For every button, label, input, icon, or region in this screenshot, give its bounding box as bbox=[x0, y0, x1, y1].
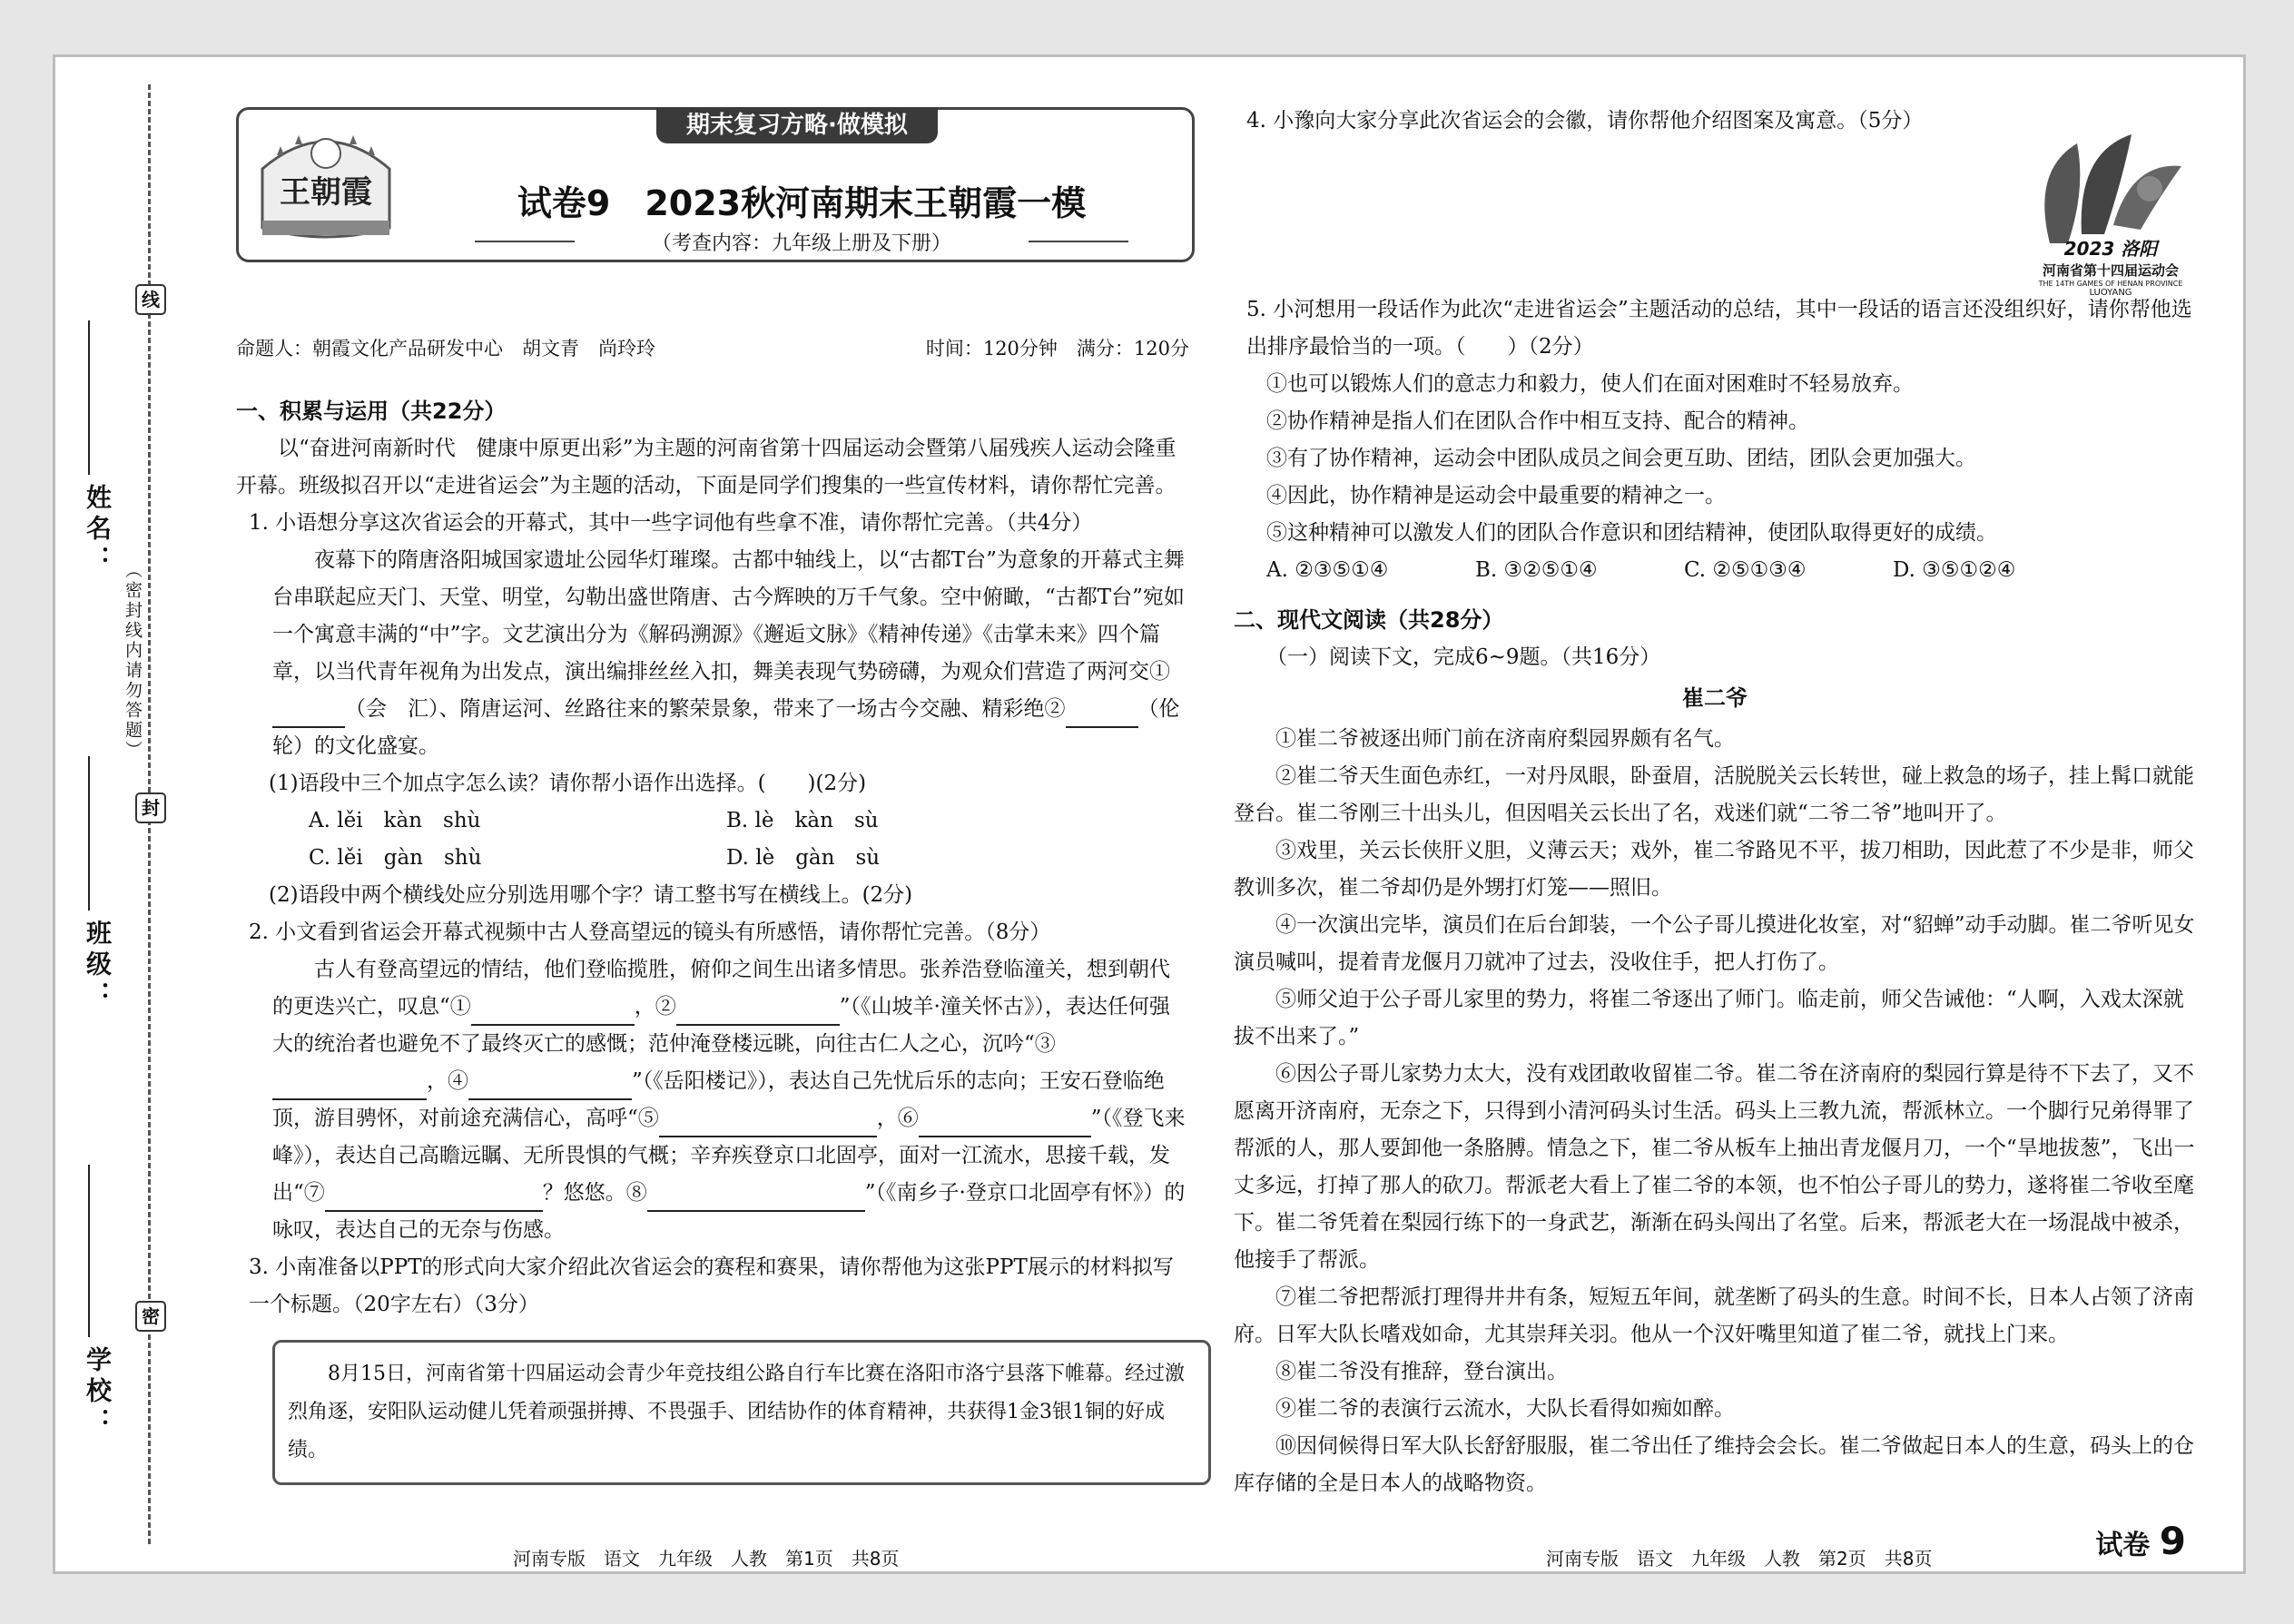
section-1-intro: 以“奋进河南新时代 健康中原更出彩”为主题的河南省第十四届运动会暨第八届残疾人运动会隆重开幕。班级拟召开以“走进省运会”为主题的活动，下面是同学们搜集的一些宣传材料，请你帮忙完善。 bbox=[236, 437, 1177, 497]
right-footer: 河南专版 语文 九年级 人教 第2页 共8页 bbox=[1546, 1548, 1933, 1570]
q1-option-b[interactable]: B. lè kàn sù bbox=[726, 809, 879, 832]
q1-passage: 夜幕下的隋唐洛阳城国家遗址公园华灯璀璨。古都中轴线上，以“古都T台”为意象的开幕式主舞台串联起应天门、天堂、明堂，勾勒出盛世隋唐、古今辉映的万千气象。空中俯瞰，“古都T台”宛如一个寓意丰满的“中”字。文艺演出分为《解码溯源》《邂逅文脉》《精神传递》《击掌未来》四个篇章，以当代青年视角为出发点，演出编排丝丝入扣，舞美表现气势磅礴，为观众们营造了两河交①（会 汇）、隋唐运河、丝路往来的繁荣景象，带来了一场古今交融、精彩绝② （伦 轮）的文化盛宴。 bbox=[272, 548, 1201, 758]
q2-blank-4[interactable] bbox=[468, 1075, 632, 1100]
right-content-top bbox=[1234, 103, 1978, 140]
left-content bbox=[236, 393, 1201, 1485]
q1-blank-1[interactable] bbox=[272, 703, 345, 728]
q1-option-a[interactable]: A. lěi kàn shù bbox=[309, 809, 481, 832]
q1-options-row-2 bbox=[236, 840, 1189, 877]
question-3: 3. 小南准备以PPT的形式向大家介绍此次省运会的赛程和赛果，请你帮他为这张PPT展示的材料拟写一个标题。（20字左右）（3分） bbox=[249, 1255, 1174, 1316]
story-paragraph: ⑧崔二爷没有推辞，登台演出。 bbox=[1275, 1360, 1568, 1383]
question-5: 5. 小河想用一段话作为此次“走进省运会”主题活动的总结，其中一段话的语言还没组织好，请你帮他选出排序最恰当的一项。（ ）（2分） bbox=[1246, 298, 2192, 359]
section-2-sub-1: （一）阅读下文，完成6~9题。（共16分） bbox=[1266, 645, 1661, 669]
exam-header bbox=[236, 107, 1195, 262]
q2-blank-2[interactable] bbox=[676, 1000, 840, 1026]
story-paragraph: ④一次演出完毕，演员们在后台卸装，一个公子哥儿摸进化妆室，对“貂蝉”动手动脚。崔二爷听见女演员喊叫，提着青龙偃月刀就冲了过去，没收住手，把人打伤了。 bbox=[1234, 913, 2195, 974]
story-paragraph: ⑨崔二爷的表演行云流水，大队长看得如痴如醉。 bbox=[1275, 1397, 1735, 1421]
right-page bbox=[1219, 57, 2222, 1571]
q2-blank-6[interactable] bbox=[919, 1112, 1091, 1137]
q1-part-2: (2)语段中两个横线处应分别选用哪个字？请工整书写在横线上。(2分) bbox=[269, 883, 913, 907]
q5-option-d[interactable]: D. ③⑤①②④ bbox=[1893, 558, 2016, 582]
logo-text: 王朝霞 bbox=[280, 174, 372, 211]
q5-item-2: ②协作精神是指人们在团队合作中相互支持、配合的精神。 bbox=[1266, 409, 1809, 433]
emblem-name: 河南省第十四届运动会 bbox=[2042, 262, 2179, 279]
name-line bbox=[88, 320, 90, 475]
name-label: 姓名： bbox=[83, 484, 113, 576]
exam-subtitle: （考查内容：九年级上册及下册） bbox=[575, 228, 1029, 256]
q1-options-row-1 bbox=[236, 802, 1189, 840]
exam-sheet bbox=[53, 54, 2246, 1574]
q5-item-1: ①也可以锻炼人们的意志力和毅力，使人们在面对困难时不轻易放弃。 bbox=[1266, 372, 1914, 396]
q1-part-1: (1)语段中三个加点字怎么读？请你帮小语作出选择。( )(2分) bbox=[269, 772, 867, 795]
paper-badge: 试卷 9 bbox=[2095, 1519, 2186, 1563]
q5-option-c[interactable]: C. ②⑤①③④ bbox=[1684, 558, 1807, 582]
q1-option-c[interactable]: C. lěi gàn shù bbox=[309, 846, 482, 870]
q2-passage: 古人有登高望远的情结，他们登临揽胜，俯仰之间生出诸多情思。张养浩登临潼关，想到朝代的更迭兴亡，叹息“① ，② ”（《山坡羊·潼关怀古》），表达任何强大的统治者也避免不了最终灭亡的感慨；范仲淹登楼远眺，向往古仁人之心，沉吟“③，④ ”（《岳阳楼记》），表达自己先忧后乐的志向；王安石登临绝顶，游目骋怀，对前途充满信心，高呼“⑤ ，⑥ ”（《登飞来峰》），表达自己高瞻远瞩、无所畏惧的气概；辛弃疾登京口北固亭，面对一江流水，思接千载，发出“⑦ ？悠悠。⑧ ”（《南乡子·登京口北固亭有怀》）的咏叹，表达自己的无奈与伤感。 bbox=[272, 958, 1186, 1242]
binding-margin bbox=[55, 57, 173, 1571]
emblem-city: LUOYANG bbox=[2089, 288, 2132, 298]
seal-mark-feng: 封 bbox=[135, 792, 166, 823]
q2-blank-3[interactable] bbox=[272, 1075, 427, 1100]
q5-option-a[interactable]: A. ②③⑤①④ bbox=[1266, 558, 1389, 582]
story-paragraph: ⑤师父迫于公子哥儿家里的势力，将崔二爷逐出了师门。临走前，师父告诫他：“人啊，入戏太深就拔不出来了。” bbox=[1234, 988, 2184, 1048]
q5-item-5: ⑤这种精神可以激发人们的团队合作意识和团结精神，使团队取得更好的成绩。 bbox=[1266, 521, 1997, 545]
school-line bbox=[88, 1165, 90, 1337]
seal-mark-mi: 密 bbox=[135, 1301, 166, 1332]
question-2: 2. 小文看到省运会开幕式视频中古人登高望远的镜头有所感悟，请你帮忙完善。（8分） bbox=[249, 920, 1051, 944]
seal-note: （密封线内请勿答题） bbox=[123, 561, 143, 761]
q2-blank-7[interactable] bbox=[325, 1186, 543, 1212]
question-4: 4. 小豫向大家分享此次省运会的会徽，请你帮他介绍图案及寓意。（5分） bbox=[1246, 109, 1924, 133]
time-score: 时间：120分钟 满分：120分 bbox=[925, 338, 1189, 359]
story-paragraph: ⑥因公子哥儿家势力太大，没有戏团敢收留崔二爷。崔二爷在济南府的梨园行算是待不下去了，又不愿离开济南府，无奈之下，只得到小清河码头讨生活。码头上三教九流，帮派林立。一个脚行兄弟得罪了帮派的人，那人要卸他一条胳膊。情急之下，崔二爷从板车上抽出青龙偃月刀，一个“旱地拔葱”，飞出一丈多远，打掉了那人的砍刀。帮派老大看上了崔二爷的本领，也不怕公子哥儿的势力，遂将崔二爷收至麾下。崔二爷凭着在梨园行练下的一身武艺，渐渐在码头闯出了名堂。后来，帮派老大在一场混战中被杀，他接手了帮派。 bbox=[1234, 1062, 2195, 1272]
exam-meta bbox=[236, 334, 1189, 365]
section-1-title: 一、积累与运用（共22分） bbox=[236, 399, 507, 424]
story-paragraph: ⑩因伺候得日军大队长舒舒服服，崔二爷出任了维持会会长。崔二爷做起日本人的生意，码头上的仓库存储的全是日本人的战略物资。 bbox=[1234, 1434, 2194, 1495]
exam-title: 试卷9 2023秋河南期末王朝霞一模 bbox=[517, 183, 1087, 223]
school-label: 学校： bbox=[83, 1346, 113, 1439]
story-paragraph: ①崔二爷被逐出师门前在济南府梨园界颇有名气。 bbox=[1275, 727, 1735, 751]
q2-blank-8[interactable] bbox=[647, 1186, 865, 1212]
brand-logo bbox=[244, 119, 408, 246]
question-1: 1. 小语想分享这次省运会的开幕式，其中一些字词他有些拿不准，请你帮忙完善。（共4分） bbox=[249, 511, 1093, 535]
q2-blank-1[interactable] bbox=[471, 1000, 635, 1026]
section-2-title: 二、现代文阅读（共28分） bbox=[1234, 607, 1504, 633]
header-tab: 期末复习方略·做模拟 bbox=[656, 107, 938, 143]
emblem-caption bbox=[2015, 234, 2206, 298]
q5-item-4: ④因此，协作精神是运动会中最重要的精神之一。 bbox=[1266, 484, 1726, 507]
story-paragraph: ③戏里，关云长侠肝义胆，义薄云天；戏外，崔二爷路见不平，拔刀相助，因此惹了不少是非，师父教训多次，崔二爷却仍是外甥打灯笼——照旧。 bbox=[1234, 839, 2194, 900]
story-title: 崔二爷 bbox=[1682, 685, 1748, 711]
left-footer: 河南专版 语文 九年级 人教 第1页 共8页 bbox=[513, 1548, 900, 1570]
q3-material-box: 8月15日，河南省第十四届运动会青少年竞技组公路自行车比赛在洛阳市洛宁县落下帷幕。经过激烈角逐，安阳队运动健儿凭着顽强拼搏、不畏强手、团结协作的体育精神，共获得1金3银1铜的好成绩。 bbox=[272, 1340, 1211, 1485]
story-paragraph: ⑦崔二爷把帮派打理得井井有条，短短五年间，就垄断了码头的生意。时间不长，日本人占领了济南府。日军大队长嗜戏如命，尤其崇拜关羽。他从一个汉奸嘴里知道了崔二爷，就找上门来。 bbox=[1234, 1285, 2194, 1346]
right-content bbox=[1234, 291, 2196, 1502]
seal-mark-xian: 线 bbox=[135, 284, 166, 315]
q1-option-d[interactable]: D. lè gàn sù bbox=[726, 846, 881, 870]
story-paragraph: ②崔二爷天生面色赤红，一对丹凤眼，卧蚕眉，活脱脱关云长转世，碰上救急的场子，挂上髯口就能登台。崔二爷刚三十出头儿，但因唱关云长出了名，戏迷们就“二爷二爷”地叫开了。 bbox=[1234, 764, 2194, 825]
emblem-en: THE 14TH GAMES OF HENAN PROVINCE bbox=[2038, 280, 2183, 288]
class-label: 班级： bbox=[83, 920, 113, 1012]
emblem-year: 2023 洛阳 bbox=[2063, 238, 2158, 260]
q2-blank-5[interactable] bbox=[659, 1112, 877, 1137]
q1-blank-2[interactable] bbox=[1066, 703, 1138, 728]
left-page bbox=[186, 57, 1201, 1571]
q5-option-b[interactable]: B. ③②⑤①④ bbox=[1475, 558, 1598, 582]
authors: 命题人：朝霞文化产品研发中心 胡文青 尚玲玲 bbox=[236, 338, 655, 359]
class-line bbox=[88, 756, 90, 910]
q5-item-3: ③有了协作精神，运动会中团队成员之间会更互助、团结，团队会更加强大。 bbox=[1266, 447, 1976, 470]
q5-options bbox=[1234, 552, 2196, 589]
